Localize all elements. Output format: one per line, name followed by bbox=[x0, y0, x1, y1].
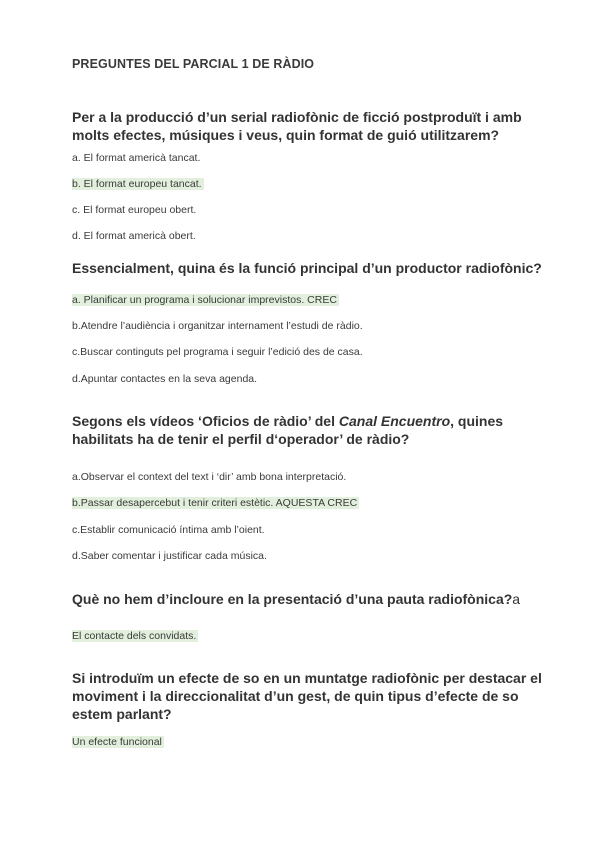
question-3-line-1 bbox=[72, 412, 532, 430]
question-3-text-end: , quines bbox=[450, 413, 504, 429]
question-1-option-b bbox=[72, 178, 204, 191]
highlighted-answer: b. El format europeu tancat. bbox=[72, 178, 202, 190]
question-1-option-d: d. El format americà obert. bbox=[72, 230, 196, 242]
highlighted-answer: a. Planificar un programa i solucionar imprevistos. CREC bbox=[72, 294, 337, 306]
question-2-option-b: b.Atendre l’audiència i organitzar internament l’estudi de ràdio. bbox=[72, 320, 363, 332]
question-2-option-c: c.Buscar continguts pel programa i seguir l’edició des de casa. bbox=[72, 346, 363, 358]
question-5-line-2: moviment i la direccionalitat d’un gest, de quin tipus d’efecte de so bbox=[72, 688, 519, 704]
question-3-line-2: habilitats ha de tenir el perfil d‘operador’ de ràdio? bbox=[72, 431, 410, 447]
question-5-line-1: Si introduïm un efecte de so en un muntatge radiofònic per destacar el bbox=[72, 670, 542, 686]
question-3-option-c: c.Establir comunicació íntima amb l’oient. bbox=[72, 524, 265, 536]
question-2-option-d: d.Apuntar contactes en la seva agenda. bbox=[72, 373, 258, 385]
question-3-option-a: a.Observar el context del text i ‘dir’ amb bona interpretació. bbox=[72, 471, 347, 483]
question-2-option-a bbox=[72, 294, 339, 307]
question-5-line-3: estem parlant? bbox=[72, 706, 172, 722]
highlighted-answer: El contacte dels convidats. bbox=[72, 630, 197, 642]
question-1 bbox=[72, 108, 532, 144]
question-3-option-d: d.Saber comentar i justificar cada música. bbox=[72, 550, 267, 562]
question-4-text: Què no hem d’incloure en la presentació d’una pauta radiofònica? bbox=[72, 591, 513, 607]
page-title: PREGUNTES DEL PARCIAL 1 DE RÀDIO bbox=[72, 57, 315, 71]
question-1-option-c: c. El format europeu obert. bbox=[72, 204, 197, 216]
question-5 bbox=[72, 669, 542, 723]
question-3-text-start: Segons els vídeos ‘Oficios de ràdio’ del bbox=[72, 413, 339, 429]
question-3-option-b bbox=[72, 497, 359, 510]
highlighted-answer: Un efecte funcional bbox=[72, 736, 162, 748]
highlighted-answer: b.Passar desapercebut i tenir criteri estètic. AQUESTA CREC bbox=[72, 497, 358, 509]
question-1-line-1: Per a la producció d’un serial radiofònic de ficció postproduït i amb bbox=[72, 109, 522, 125]
question-4-answer bbox=[72, 630, 198, 643]
question-3-italic-source: Canal Encuentro bbox=[338, 413, 451, 429]
question-5-answer bbox=[72, 736, 164, 749]
question-4 bbox=[72, 590, 552, 608]
question-1-line-2: molts efectes, músiques i veus, quin format de guió utilitzarem? bbox=[72, 127, 500, 143]
question-2: Essencialment, quina és la funció principal d’un productor radiofònic? bbox=[72, 260, 542, 276]
question-1-option-a: a. El format americà tancat. bbox=[72, 152, 201, 164]
question-3 bbox=[72, 412, 532, 448]
question-4-stray-char: a bbox=[512, 591, 521, 607]
